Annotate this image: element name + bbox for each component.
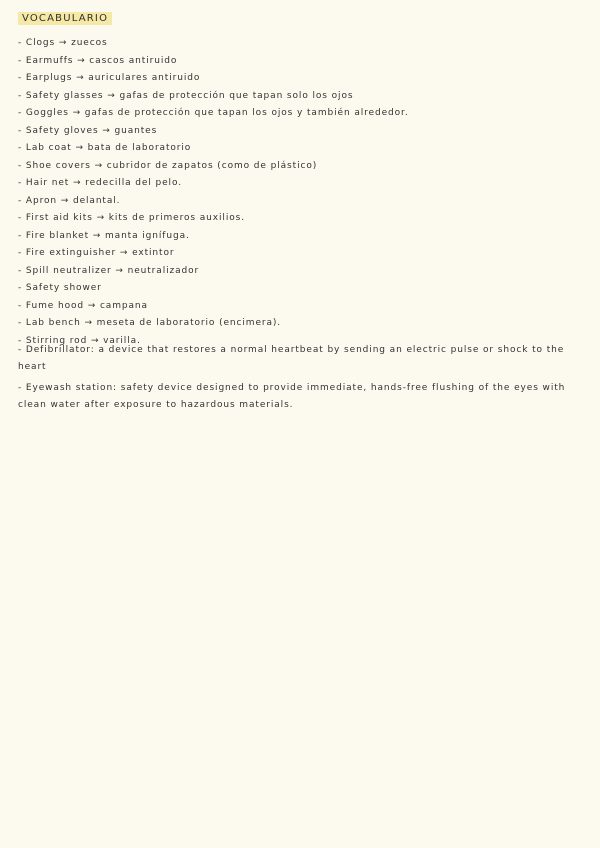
definition-item: - Defibrillator: a device that restores a normal heartbeat by sending an electric pulse or shock to the heart [18,345,565,372]
list-item: - Fire blanket → manta ignífuga. [18,230,190,241]
list-item: - Fire extinguisher → extintor [18,248,175,258]
list-item: - Lab bench → meseta de laboratorio (encimera). [18,318,282,328]
list-item: - Safety gloves → guantes [18,125,158,136]
vocabulary-list [18,35,578,350]
list-item: - Apron → delantal. [18,195,121,206]
definitions-section [18,342,578,418]
list-item: - Safety shower [18,283,102,293]
list-item: - Earplugs → auriculares antiruido [18,73,201,83]
list-item: - Safety glasses → gafas de protección que tapan solo los ojos [18,90,354,101]
list-item: - Spill neutralizer → neutralizador [18,265,200,276]
list-item: - Fume hood → campana [18,300,148,311]
list-item: - Clogs → zuecos [18,38,108,48]
list-item: - Goggles → gafas de protección que tapan los ojos y también alrededor. [18,108,409,118]
list-item: - Hair net → redecilla del pelo. [18,178,182,188]
list-item: - First aid kits → kits de primeros auxilios. [18,213,245,223]
list-item: - Earmuffs → cascos antiruido [18,55,178,66]
page-title: VOCABULARIO [18,12,112,25]
list-item: - Shoe covers → cubridor de zapatos (como de plástico) [18,160,318,171]
definition-item: - Eyewash station: safety device designed to provide immediate, hands-free flushing of the eyes with clean water after exposure to hazardous materials. [18,383,566,410]
list-item: - Lab coat → bata de laboratorio [18,143,192,153]
list-item: - Stirring rod → varilla. [18,335,141,346]
